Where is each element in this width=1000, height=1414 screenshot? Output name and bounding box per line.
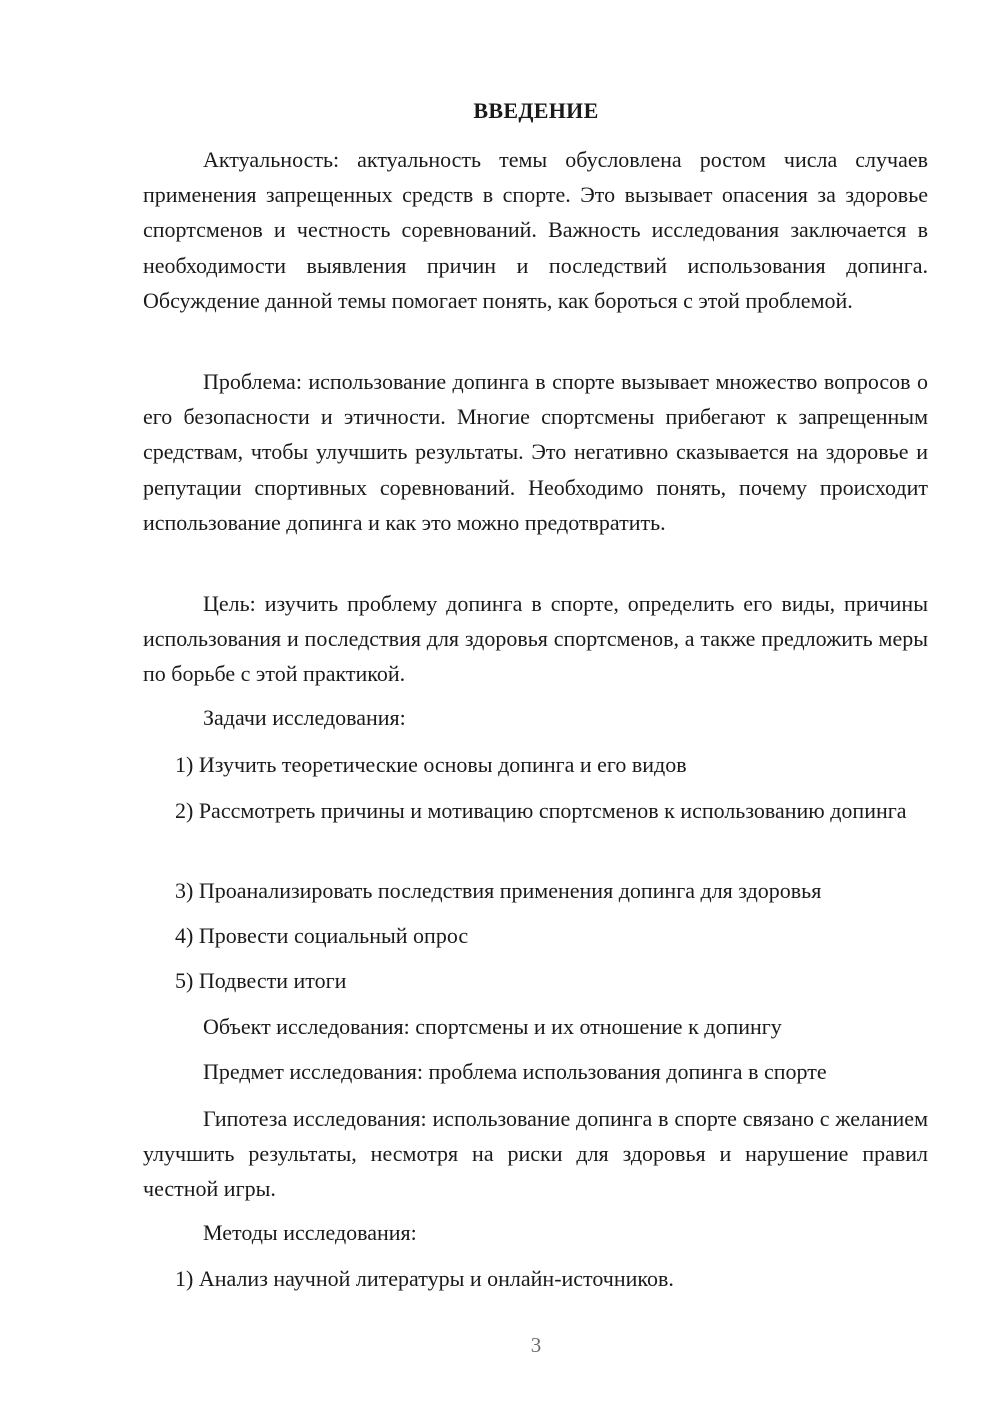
hypothesis-paragraph: Гипотеза исследования: использование допинга в спорте связано с желанием улучшить результаты, несмотря на риски для здоровья и нарушение правил честной игры. — [143, 1106, 928, 1202]
relevance-paragraph: Актуальность: актуальность темы обусловлена ростом числа случаев применения запрещенных средств в спорте. Это вызывает опасения за здоровье спортсменов и честность соревнований. Важность исследования заключается в необходимости выявления причин и последствий использования допинга. Обсуждение данной темы помогает понять, как бороться с этой проблемой. — [143, 147, 928, 313]
task-item-1: 1) Изучить теоретические основы допинга и его видов — [175, 752, 687, 777]
tasks-heading: Задачи исследования: — [203, 705, 406, 730]
goal-paragraph: Цель: изучить проблему допинга в спорте, определить его виды, причины использования и последствия для здоровья спортсменов, а также предложить меры по борьбе с этой практикой. — [143, 591, 928, 687]
page-number: 3 — [530, 1333, 542, 1357]
task-item-2: 2) Рассмотреть причины и мотивацию спортсменов к использованию допинга — [175, 798, 907, 823]
section-title: ВВЕДЕНИЕ — [473, 98, 599, 123]
method-item-1: 1) Анализ научной литературы и онлайн-источников. — [175, 1266, 674, 1291]
subject-line: Предмет исследования: проблема использования допинга в спорте — [203, 1059, 827, 1084]
task-item-5: 5) Подвести итоги — [175, 968, 347, 993]
problem-paragraph: Проблема: использование допинга в спорте вызывает множество вопросов о его безопасности и этичности. Многие спортсмены прибегают к запрещенным средствам, чтобы улучшить результаты. Это негативно сказывается на здоровье и репутации спортивных соревнований. Необходимо понять, почему происходит использование допинга и как это можно предотвратить. — [143, 369, 928, 535]
task-item-4: 4) Провести социальный опрос — [175, 923, 469, 948]
methods-heading: Методы исследования: — [203, 1220, 417, 1245]
object-line: Объект исследования: спортсмены и их отношение к допингу — [203, 1014, 782, 1039]
task-item-3: 3) Проанализировать последствия применения допинга для здоровья — [175, 878, 822, 903]
